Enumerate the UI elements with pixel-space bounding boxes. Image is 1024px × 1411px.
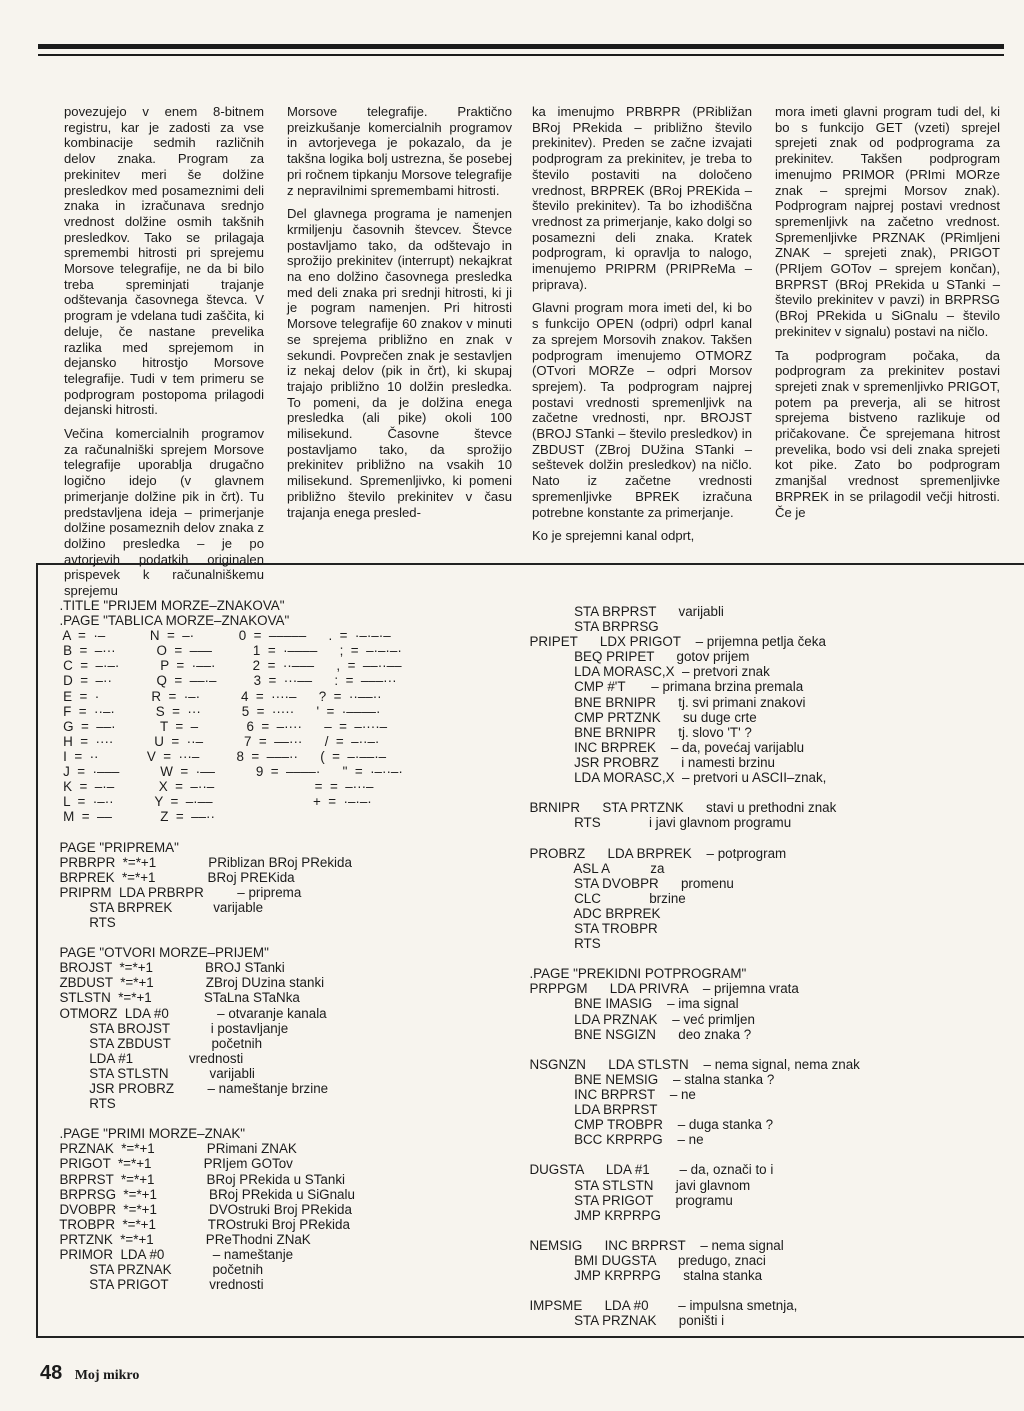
code-line: STA ZBDUST početnih (52, 1035, 263, 1051)
code-line: STLSTN *=*+1 STaLna STaNka (52, 990, 300, 1006)
code-line: K = –·– X = –··– = = –···– (52, 779, 374, 795)
paragraph: ka imenujmo PRBRPR (PRibližan BRoj PRekida – približno število prekinitev). Preden se začne izvajati podprogram za prekinitev, je treba to število postaviti na določeno vrednost, BRPREK (BRoj PREKida – število prekinitev). Ta bo izhodiščna vrednost za primerjanje, kako dolgi so posamezni deli znaka. Kratek podprogram, ki opravlja to nalogo, imenujemo PRIPRM (PRIPReMa – priprava). (532, 104, 752, 292)
code-line: G = ––· T = – 6 = –···· – = –····– (52, 718, 388, 734)
code-line: DVOBPR *=*+1 DVOstruki Broj PRekida (52, 1201, 352, 1217)
code-line: PRBRPR *=*+1 PRiblizan BRoj PRekida (52, 854, 352, 870)
code-line: M = –– Z = ––·· (52, 809, 215, 825)
code-line: BNE NEMSIG – stalna stanka ? (522, 1071, 775, 1087)
code-line: LDA MORASC,X – pretvori u ASCII–znak, (522, 770, 827, 786)
code-line (52, 824, 522, 839)
code-line: D = –·· Q = ––·– 3 = ···–– : = –––··· (52, 673, 397, 689)
code-line: BRNIPR STA PRTZNK stavi u prethodni znak (522, 800, 837, 816)
program-listing-left (52, 598, 522, 1292)
code-line: A = ·– N = –· 0 = ––––– . = ·–·–·– (52, 628, 391, 644)
code-line: PRPPGM LDA PRIVRA – prijemna vrata (522, 981, 799, 997)
code-line: B = –··· O = ––– 1 = ·–––– ; = –·–·–· (52, 643, 402, 659)
code-line: PRIPRM LDA PRBRPR – priprema (52, 884, 302, 900)
code-line: PROBRZ LDA BRPREK – potprogram (522, 845, 787, 861)
page-footer (40, 1362, 139, 1385)
code-line: ASL A za (522, 860, 665, 876)
top-rule-thick (38, 44, 1004, 49)
code-line (522, 1042, 1002, 1057)
code-line: C = –·–· P = ·––· 2 = ··––– , = ––··–– (52, 658, 402, 674)
code-line: STA BROJST i postavljanje (52, 1020, 289, 1036)
code-line: L = ·–·· Y = –·–– + = ·–·–· (52, 794, 372, 810)
code-line: STA PRZNAK početnih (52, 1262, 264, 1278)
code-line: LDA BRPRST (522, 1102, 658, 1118)
article-column-3 (532, 104, 752, 552)
code-line: STA PRIGOT programu (522, 1192, 733, 1208)
code-line: CMP #'T – primana brzina premala (522, 679, 804, 695)
page-number: 48 (40, 1362, 63, 1384)
code-line: H = ···· U = ··– 7 = ––··· / = –··–· (52, 733, 380, 749)
paragraph: Glavni program mora imeti del, ki bo s funkcijo OPEN (odpri) odprl kanal za sprejem Morsovih znakov. Takšen podprogram imenujemo OTMORZ (OTvori MORZe – odpri Morsov sprejem). Ta podprogram najprej postavi vrednosti spremenljivk na začetne vrednosti, npr. BROJST (BROJ STanki – število presledkov) in ZBDUST (ZBroj DUžina STanki – seštevek dolžin presledkov) na ničlo. Nato iz začetne vrednosti spremenljivke BPREK izračuna potrebne konstante za primerjanje. (532, 300, 752, 520)
code-line: IMPSME LDA #0 – impulsna smetnja, (522, 1298, 798, 1314)
code-line (522, 1147, 1002, 1162)
code-line: F = ··–· S = ··· 5 = ····· ' = ·––––· (52, 703, 381, 719)
paragraph: Ta podprogram počaka, da podprogram za prekinitev postavi sprejeti znak v spremenljivko PRIGOT, potem pa preverja, ali se hitrost sprejema bistveno razlikuje od pričakovane. Če sprejemana hitrost prevelika, bodo vsi deli znaka sprejeti kot pike. Zato bo podprogram zmanjšal vrednost spremenljivke BRPREK in se prilagodil večji hitrosti. Če je (775, 347, 1000, 520)
code-line: BRPREK *=*+1 BRoj PREKida (52, 869, 295, 885)
top-rule-thin (38, 54, 1004, 56)
code-line: BNE BRNIPR tj. svi primani znakovi (522, 694, 806, 710)
code-line: OTMORZ LDA #0 – otvaranje kanala (52, 1005, 327, 1021)
paragraph: Večina komercialnih programov za računalniški sprejem Morsove telegrafije uporablja drugačno logično idejo (v glavnem primerjanje dolžine pik in črt). Tu predstavljena ideja – primerjanje dolžine posameznih delov znaka z dolžino presledka – je po avtorjevih podatkih originalen prispevek k računalniškemu sprejemu (64, 426, 264, 599)
code-line: RTS (522, 936, 601, 952)
code-line: RTS (52, 914, 116, 930)
code-line: .PAGE "PRIMI MORZE–ZNAK" (52, 1126, 246, 1142)
code-line: STA PRIGOT vrednosti (52, 1277, 264, 1293)
code-line (522, 951, 1002, 966)
code-line: STA BRPRSG (522, 619, 659, 635)
code-line: BRPRST *=*+1 BRoj PRekida u STanki (52, 1171, 345, 1187)
code-line: PRIMOR LDA #0 – nameštanje (52, 1247, 294, 1263)
code-line (52, 1111, 522, 1126)
code-line: STA TROBPR (522, 920, 658, 936)
code-line: LDA MORASC,X – pretvori znak (522, 664, 770, 680)
code-line (522, 1283, 1002, 1298)
code-line: LDA PRZNAK – već primljen (522, 1011, 755, 1027)
code-line: BCC KRPRPG – ne (522, 1132, 704, 1148)
code-line: INC BRPRST – ne (522, 1087, 696, 1102)
code-line: .TITLE "PRIJEM MORZE–ZNAKOVA" (52, 598, 285, 613)
paragraph: Ko je sprejemni kanal odprt, (532, 528, 695, 544)
code-line: BMI DUGSTA predugo, znaci (522, 1253, 766, 1269)
code-line (522, 830, 1002, 845)
code-line: JSR PROBRZ – nameštanje brzine (52, 1081, 329, 1096)
code-line: PAGE "OTVORI MORZE–PRIJEM" (52, 945, 269, 961)
magazine-name: Moj mikro (74, 1368, 140, 1383)
code-line: STA BRPREK varijable (52, 899, 264, 915)
code-line: .PAGE "TABLICA MORZE–ZNAKOVA" (52, 613, 290, 629)
code-line (522, 785, 1002, 800)
code-line: STA DVOBPR promenu (522, 875, 734, 891)
code-line: CMP TROBPR – duga stanka ? (522, 1117, 774, 1133)
code-line: STA PRZNAK poništi i (522, 1313, 725, 1329)
code-line: STA BRPRST varijabli (522, 604, 724, 619)
article-column-2 (287, 104, 512, 528)
program-listing-right (522, 604, 1002, 1329)
code-line: ADC BRPREK (522, 905, 661, 921)
code-line: JMP KRPRPG stalna stanka (522, 1268, 763, 1284)
paragraph: Morsove telegrafije. Praktično preizkušanje komercialnih programov in avtorjevega je pokazalo, da je takšna logika bolj ustrezna, še posebej pri ročnem tipkanju Morsove telegrafije z nepravilnimi spremembami hitrosti. (287, 104, 512, 198)
code-line: CMP PRTZNK su duge crte (522, 709, 757, 725)
code-line: BROJST *=*+1 BROJ STanki (52, 960, 285, 976)
code-line: PRIGOT *=*+1 PRIjem GOTov (52, 1156, 293, 1172)
paragraph: mora imeti glavni program tudi del, ki bo s funkcijo GET (vzeti) sprejel sprejeti znak od podprograma za prekinitev. Takšen podprogram imenujmo PRIMOR (PRImi MORze znak – sprejmi Morsov znak). Podprogram najprej postavi vrednost spremenljivk na začetno vrednost. Spremenljivke PRZNAK (PRimljeni ZNAK – sprejeti znak), PRIGOT (PRIjem GOTov – sprejem končan), BRPRST (BRoj PRekida u STanki – število prekinitev v pavzi) in BRPRSG (BRoj PRekida u SiGnalu – število prekinitev v signalu) postavi na ničlo. (775, 104, 1000, 339)
paragraph: Del glavnega programa je namenjen krmiljenju časovnih števcev. Števce postavljamo tako, da odštevajo in sprožijo prekinitev (interrupt) nekajkrat na eno dolžino časovnega presledka med deli znaka pri srednji hitrosti, ki ji je pogram namenjen. Pri hitrosti Morsove telegrafije 60 znakov v minuti se sprejema približno en znak v sekundi. Povprečen znak je sestavljen iz nekaj delov (pik in črt), ki skupaj trajajo približno 10 dolžin presledka. To pomeni, da je dolžina enega presledka (ali pike) okoli 100 milisekund. Časovne števce postavljamo tako, da sprožijo prekinitev približno na vsakih 10 milisekund. Spremenljivko, ki pomeni približno število prekinitev v času trajanja enega presled- (287, 206, 512, 520)
code-line: BRPRSG *=*+1 BRoj PRekida u SiGnalu (52, 1186, 355, 1202)
code-line: INC BRPREK – da, povećaj varijablu (522, 739, 805, 755)
code-line: ZBDUST *=*+1 ZBroj DUzina stanki (52, 975, 325, 991)
code-line: JSR PROBRZ i namesti brzinu (522, 754, 775, 770)
code-line: .PAGE "PREKIDNI POTPROGRAM" (522, 966, 747, 982)
code-line: BNE NSGIZN deo znaka ? (522, 1026, 752, 1042)
code-line: RTS i javi glavnom programu (522, 815, 792, 831)
code-line (522, 1223, 1002, 1238)
code-line: J = ·––– W = ·–– 9 = ––––· " = ·–··–· (52, 764, 403, 780)
code-line: DUGSTA LDA #1 – da, označi to i (522, 1162, 774, 1178)
code-line (52, 930, 522, 945)
code-line: JMP KRPRPG (522, 1207, 661, 1223)
code-line: TROBPR *=*+1 TROstruki Broj PRekida (52, 1216, 350, 1232)
code-line: PRTZNK *=*+1 PReThodni ZNaK (52, 1231, 311, 1247)
code-line: RTS (52, 1096, 116, 1112)
code-line: PRIPET LDX PRIGOT – prijemna petlja čeka (522, 634, 826, 650)
article-column-4 (775, 104, 1000, 528)
code-line: CLC brzine (522, 890, 686, 906)
paragraph: povezujejo v enem 8-bitnem registru, kar je zadosti za vse kombinacije sedmih različnih delov znaka. Program za prekinitev meri še dolžine presledkov med posameznimi deli znaka in izračunava srednjo vrednost dolžine osmih takšnih presledkov. Tako se prilagaja spremembi hitrosti pri sprejemu Morsove telegrafije, ne da bi bilo treba spreminjati trajanje odštevanja časovnega števca. V program je vdelana tudi zaščita, ki deluje, če nastane prevelika razlika med sprejemom in dejansko hitrostjo Morsove telegrafije. Tudi v tem primeru se podprogram postopoma prilagodi dejanski hitrosti. (64, 104, 264, 418)
code-line: PRZNAK *=*+1 PRimani ZNAK (52, 1141, 297, 1157)
code-line: LDA #1 vrednosti (52, 1050, 244, 1066)
code-line: STA STLSTN varijabli (52, 1065, 255, 1081)
article-column-1 (64, 104, 264, 607)
code-line: NSGNZN LDA STLSTN – nema signal, nema znak (522, 1056, 860, 1072)
code-line: PAGE "PRIPREMA" (52, 839, 179, 855)
code-line: BNE IMASIG – ima signal (522, 996, 739, 1012)
code-line: I = ·· V = ···– 8 = –––·· ( = –·––·– (52, 748, 387, 764)
code-line: BEQ PRIPET gotov prijem (522, 649, 750, 665)
code-line: BNE BRNIPR tj. slovo 'T' ? (522, 724, 752, 740)
code-line: NEMSIG INC BRPRST – nema signal (522, 1237, 784, 1253)
code-line: E = · R = ·–· 4 = ····– ? = ··––·· (52, 688, 382, 704)
code-line: STA STLSTN javi glavnom (522, 1177, 751, 1193)
